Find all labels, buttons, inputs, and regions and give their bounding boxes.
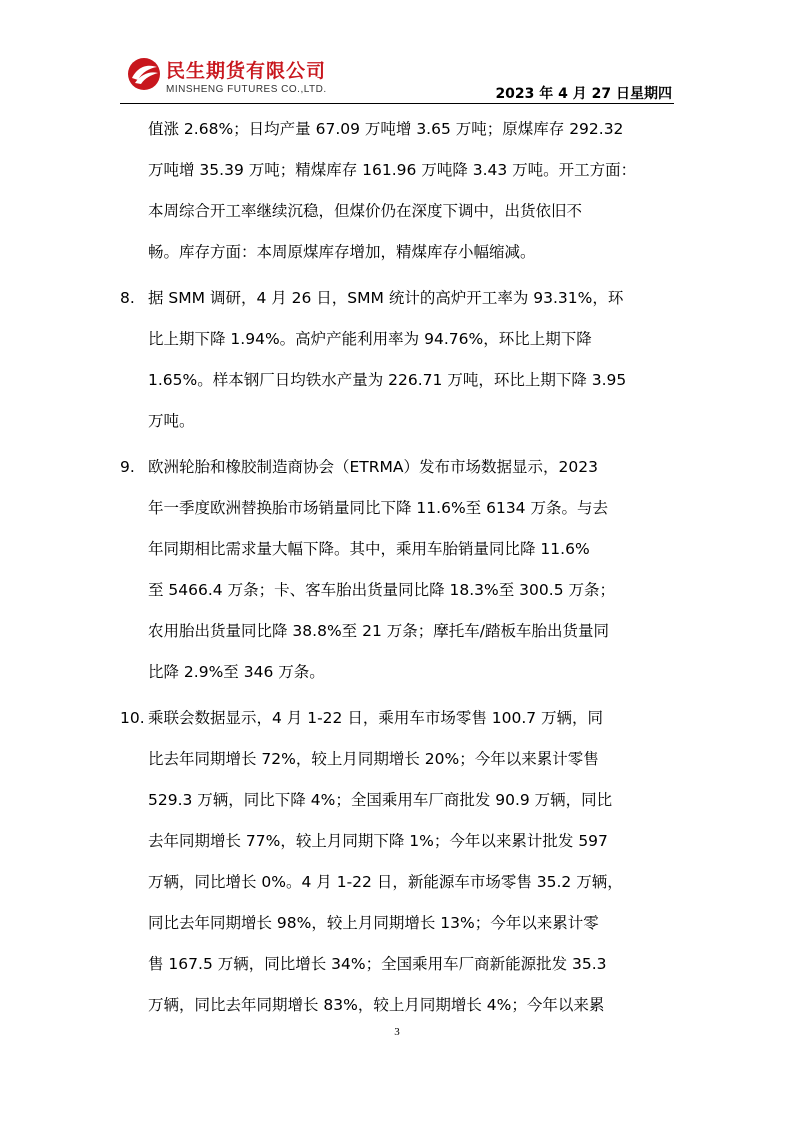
paragraph-line: 畅。库存方面：本周原煤库存增加，精煤库存小幅缩减。 — [148, 243, 536, 261]
paragraph-line: 年一季度欧洲替换胎市场销量同比下降 11.6%至 6134 万条。与去 — [148, 499, 608, 517]
list-number: 10. — [120, 709, 145, 727]
header-divider — [120, 103, 674, 104]
paragraph-line: 万吨增 35.39 万吨；精煤库存 161.96 万吨降 3.43 万吨。开工方面： — [148, 161, 637, 179]
document-body — [120, 109, 675, 1026]
minsheng-logo-icon — [126, 56, 162, 92]
logo-english-name: MINSHENG FUTURES CO.,LTD. — [166, 84, 327, 95]
paragraph-line: 据 SMM 调研，4 月 26 日，SMM 统计的高炉开工率为 93.31%，环 — [148, 289, 624, 307]
paragraph-line: 比降 2.9%至 346 万条。 — [148, 663, 325, 681]
paragraph-line: 本周综合开工率继续沉稳，但煤价仍在深度下调中，出货依旧不 — [148, 202, 583, 220]
paragraph-line: 值涨 2.68%；日均产量 67.09 万吨增 3.65 万吨；原煤库存 292.32 — [148, 120, 624, 138]
list-item-8 — [120, 278, 675, 442]
paragraph-line: 去年同期增长 77%，较上月同期下降 1%；今年以来累计批发 597 — [148, 832, 608, 850]
page-header — [0, 0, 794, 104]
paragraph-line: 万吨。 — [148, 412, 195, 430]
paragraph-line: 529.3 万辆，同比下降 4%；全国乘用车厂商批发 90.9 万辆，同比 — [148, 791, 613, 809]
report-date: 2023 年 4 月 27 日星期四 — [495, 86, 672, 102]
list-number: 9. — [120, 458, 135, 476]
paragraph-line: 年同期相比需求量大幅下降。其中，乘用车胎销量同比降 11.6% — [148, 540, 590, 558]
paragraph-line: 至 5466.4 万条；卡、客车胎出货量同比降 18.3%至 300.5 万条； — [148, 581, 615, 599]
continued-paragraph — [120, 109, 675, 273]
paragraph-line: 万辆，同比增长 0%。4 月 1-22 日，新能源车市场零售 35.2 万辆， — [148, 873, 623, 891]
paragraph-line: 比上期下降 1.94%。高炉产能利用率为 94.76%，环比上期下降 — [148, 330, 592, 348]
paragraph-line: 售 167.5 万辆，同比增长 34%；全国乘用车厂商新能源批发 35.3 — [148, 955, 607, 973]
company-logo — [126, 56, 366, 100]
paragraph-line: 1.65%。样本钢厂日均铁水产量为 226.71 万吨，环比上期下降 3.95 — [148, 371, 627, 389]
list-number: 8. — [120, 289, 135, 307]
paragraph-line: 万辆，同比去年同期增长 83%，较上月同期增长 4%；今年以来累 — [148, 996, 605, 1014]
page-number: 3 — [394, 1026, 400, 1038]
paragraph-line: 乘联会数据显示，4 月 1-22 日，乘用车市场零售 100.7 万辆，同 — [148, 709, 604, 727]
paragraph-line: 同比去年同期增长 98%，较上月同期增长 13%；今年以来累计零 — [148, 914, 599, 932]
list-item-9 — [120, 447, 675, 693]
paragraph-line: 农用胎出货量同比降 38.8%至 21 万条；摩托车/踏板车胎出货量同 — [148, 622, 609, 640]
list-item-10 — [120, 698, 675, 1026]
paragraph-line: 比去年同期增长 72%，较上月同期增长 20%；今年以来累计零售 — [148, 750, 599, 768]
paragraph-line: 欧洲轮胎和橡胶制造商协会（ETRMA）发布市场数据显示，2023 — [148, 458, 598, 476]
logo-chinese-name: 民生期货有限公司 — [166, 60, 327, 82]
